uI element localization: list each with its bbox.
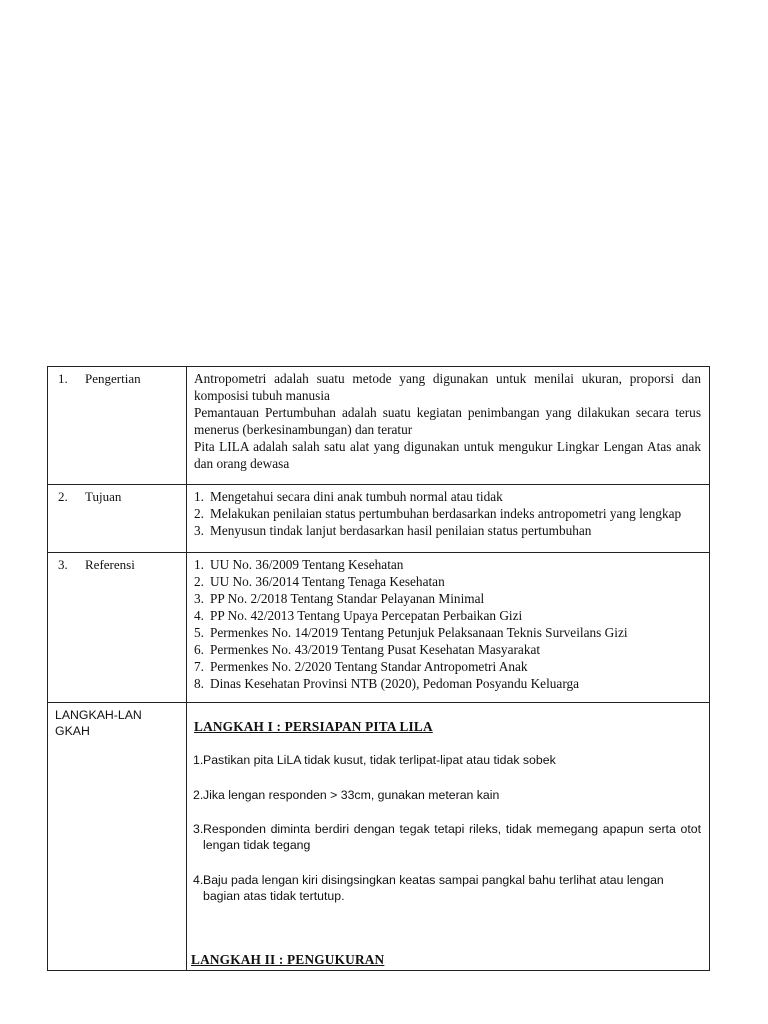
langkah-content bbox=[187, 703, 710, 971]
row-label-cell bbox=[48, 485, 187, 553]
row-label-cell bbox=[48, 367, 187, 485]
pengertian-content bbox=[187, 367, 710, 485]
list-item bbox=[194, 624, 701, 641]
row-referensi bbox=[48, 553, 710, 703]
item-text: PP No. 2/2018 Tentang Standar Pelayanan Minimal bbox=[210, 591, 485, 606]
item-text: UU No. 36/2014 Tentang Tenaga Kesehatan bbox=[210, 574, 445, 589]
item-text: UU No. 36/2009 Tentang Kesehatan bbox=[210, 557, 404, 572]
row-label-cell bbox=[48, 553, 187, 703]
list-item bbox=[194, 488, 701, 505]
row-number: 2. bbox=[58, 489, 68, 504]
row-label: Pengertian bbox=[85, 371, 141, 386]
definition-paragraph: Pemantauan Pertumbuhan adalah suatu kegiatan penimbangan yang dilakukan secara terus menerus (berkesinambungan) dan teratur bbox=[194, 405, 701, 437]
row-label: Tujuan bbox=[85, 489, 122, 504]
item-text: Permenkes No. 43/2019 Tentang Pusat Kesehatan Masyarakat bbox=[210, 642, 541, 657]
step-item bbox=[193, 752, 701, 768]
item-number: 1. bbox=[194, 557, 204, 572]
definition-paragraph: Pita LILA adalah salah satu alat yang digunakan untuk mengukur Lingkar Lengan Atas anak dan orang dewasa bbox=[194, 439, 701, 471]
step-heading: LANGKAH I : PERSIAPAN PITA LILA bbox=[194, 719, 433, 734]
row-tujuan bbox=[48, 485, 710, 553]
item-number: 1. bbox=[193, 753, 204, 767]
list-item bbox=[194, 522, 701, 539]
item-number: 4. bbox=[193, 873, 204, 887]
list-item bbox=[194, 641, 701, 658]
item-text: Baju pada lengan kiri disingsingkan keatas sampai pangkal bahu terlihat atau lengan bagian atas tidak tertutup. bbox=[203, 873, 664, 903]
list-item bbox=[194, 556, 701, 573]
row-pengertian bbox=[48, 367, 710, 485]
item-number: 6. bbox=[194, 642, 204, 657]
row-label-cell bbox=[48, 703, 187, 971]
item-text: Responden diminta berdiri dengan tegak tetapi rileks, tidak memegang apapun serta otot lengan tidak tegang bbox=[203, 822, 701, 852]
item-text: Menyusun tindak lanjut berdasarkan hasil penilaian status pertumbuhan bbox=[210, 523, 592, 538]
item-text: PP No. 42/2013 Tentang Upaya Percepatan Perbaikan Gizi bbox=[210, 608, 523, 623]
item-text: Permenkes No. 14/2019 Tentang Petunjuk Pelaksanaan Teknis Surveilans Gizi bbox=[210, 625, 628, 640]
item-number: 2. bbox=[193, 788, 204, 802]
list-item bbox=[194, 573, 701, 590]
item-number: 2. bbox=[194, 574, 204, 589]
step-heading: LANGKAH II : PENGUKURAN bbox=[191, 952, 385, 967]
item-number: 8. bbox=[194, 676, 204, 691]
step-item bbox=[193, 821, 701, 853]
item-text: Melakukan penilaian status pertumbuhan berdasarkan indeks antropometri yang lengkap bbox=[210, 506, 682, 521]
sop-table bbox=[47, 366, 710, 971]
row-number: 1. bbox=[58, 371, 68, 386]
item-number: 4. bbox=[194, 608, 204, 623]
list-item bbox=[194, 590, 701, 607]
row-label: Referensi bbox=[85, 557, 135, 572]
tujuan-content bbox=[187, 485, 710, 553]
row-langkah bbox=[48, 703, 710, 971]
list-item bbox=[194, 505, 701, 522]
list-item bbox=[194, 658, 701, 675]
tujuan-list bbox=[194, 488, 701, 539]
item-number: 2. bbox=[194, 506, 204, 521]
referensi-list bbox=[194, 556, 701, 692]
item-number: 1. bbox=[194, 489, 204, 504]
referensi-content bbox=[187, 553, 710, 703]
step-item bbox=[193, 872, 701, 904]
item-text: Mengetahui secara dini anak tumbuh normal atau tidak bbox=[210, 489, 503, 504]
row-label: LANGKAH-LANGKAH bbox=[55, 708, 142, 738]
step-item bbox=[193, 787, 701, 803]
item-number: 3. bbox=[193, 822, 204, 836]
item-text: Jika lengan responden > 33cm, gunakan meteran kain bbox=[203, 788, 500, 802]
item-number: 3. bbox=[194, 523, 204, 538]
row-number: 3. bbox=[58, 557, 68, 572]
item-text: Dinas Kesehatan Provinsi NTB (2020), Pedoman Posyandu Keluarga bbox=[210, 676, 580, 691]
list-item bbox=[194, 675, 701, 692]
item-number: 5. bbox=[194, 625, 204, 640]
item-number: 3. bbox=[194, 591, 204, 606]
definition-paragraph: Antropometri adalah suatu metode yang digunakan untuk menilai ukuran, proporsi dan komposisi tubuh manusia bbox=[194, 371, 701, 403]
item-text: Pastikan pita LiLA tidak kusut, tidak terlipat-lipat atau tidak sobek bbox=[203, 753, 556, 767]
item-text: Permenkes No. 2/2020 Tentang Standar Antropometri Anak bbox=[210, 659, 528, 674]
item-number: 7. bbox=[194, 659, 204, 674]
list-item bbox=[194, 607, 701, 624]
